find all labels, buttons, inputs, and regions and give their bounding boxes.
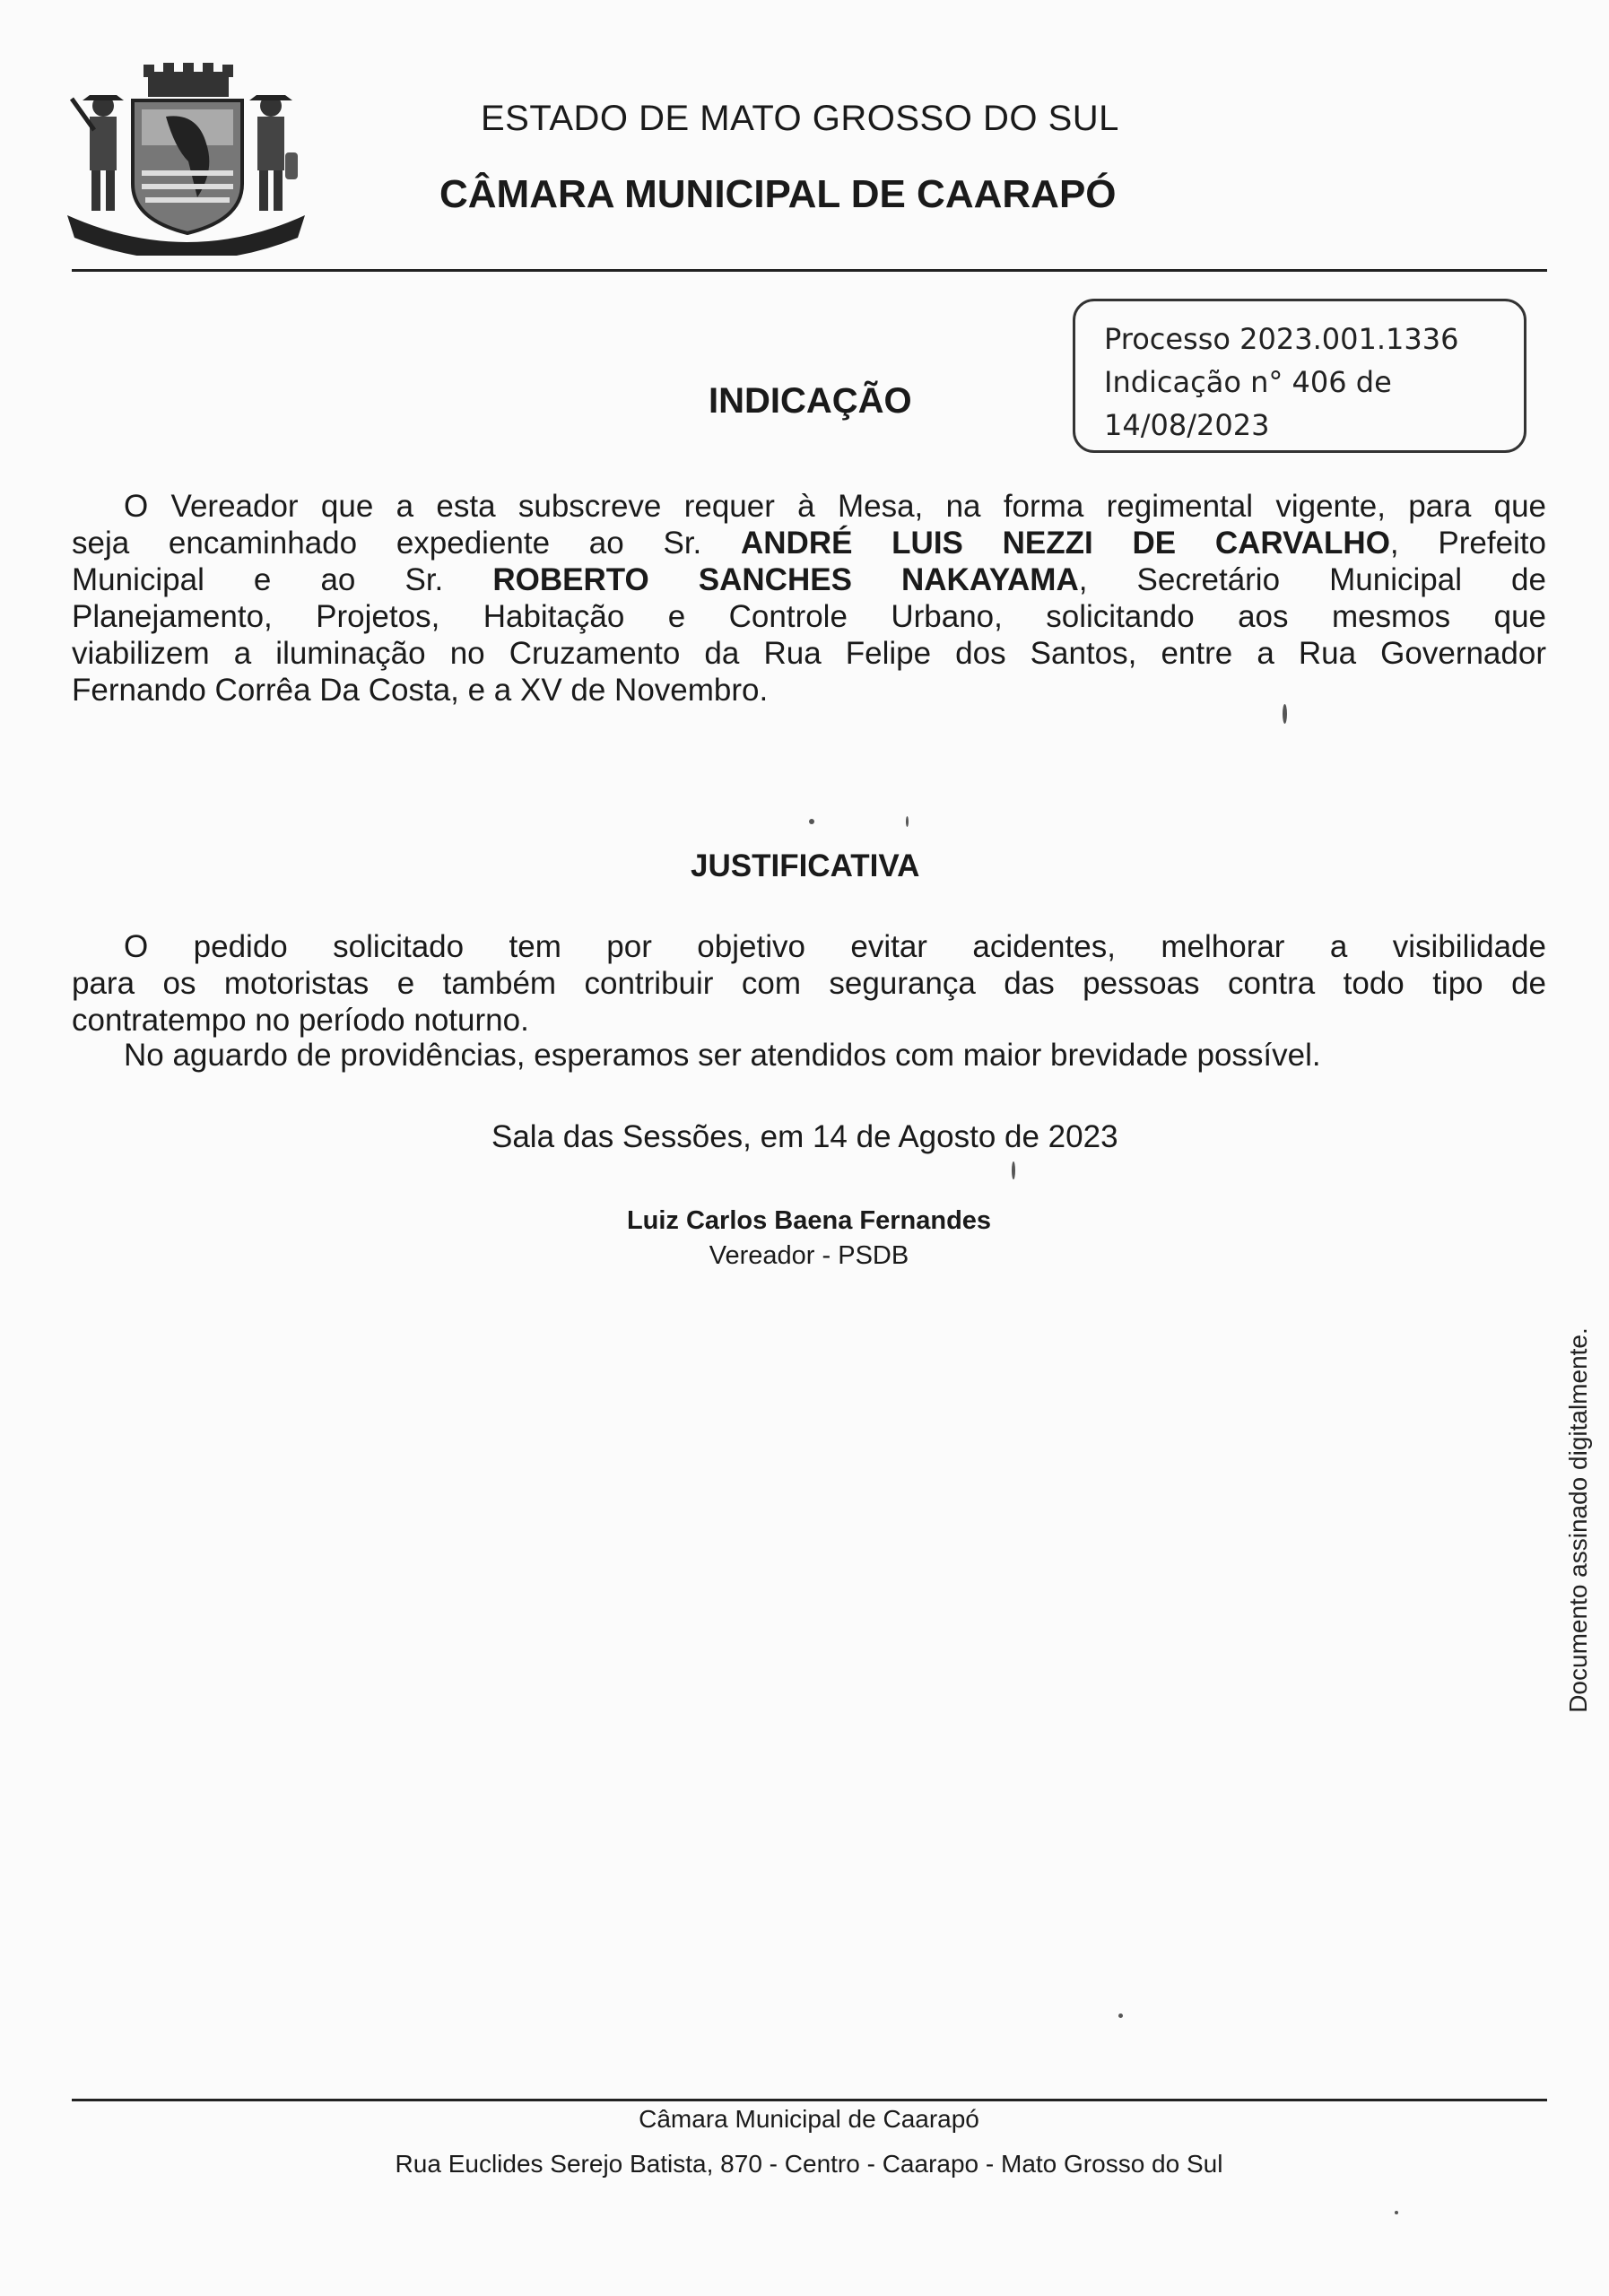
justificativa-title: JUSTIFICATIVA: [691, 848, 920, 883]
paragraph-line: Fernando Corrêa Da Costa, e a XV de Novembro.: [72, 673, 769, 708]
paragraph-line: Municipal e ao Sr. ROBERTO SANCHES NAKAYAMA, Secretário Municipal de: [72, 562, 1546, 597]
scan-speck: [1118, 2013, 1123, 2018]
state-name: ESTADO DE MATO GROSSO DO SUL: [481, 99, 1119, 138]
footer-address: Rua Euclides Serejo Batista, 870 - Centro - Caarapo - Mato Grosso do Sul: [395, 2150, 1223, 2178]
closing-sentence: No aguardo de providências, esperamos ser atendidos com maior brevidade possível.: [124, 1038, 1321, 1073]
paragraph-line: para os motoristas e também contribuir com segurança das pessoas contra todo tipo de: [72, 966, 1546, 1001]
stamp-indication-number: Indicação n° 406 de: [1104, 365, 1392, 399]
paragraph-line: contratempo no período noturno.: [72, 1003, 529, 1038]
secretary-name: ROBERTO SANCHES NAKAYAMA: [492, 562, 1079, 597]
scan-speck: [1395, 2211, 1398, 2214]
paragraph-line: O Vereador que a esta subscreve requer à Mesa, na forma regimental vigente, para que: [124, 489, 1546, 524]
scan-speck: [1012, 1161, 1015, 1179]
protocol-stamp: [1073, 299, 1526, 453]
justificativa-paragraph: [72, 928, 1546, 1039]
footer-institution: Câmara Municipal de Caarapó: [639, 2105, 979, 2133]
stamp-date: 14/08/2023: [1104, 408, 1270, 442]
signer-name: Luiz Carlos Baena Fernandes: [626, 1206, 992, 1235]
indicacao-paragraph: [72, 488, 1546, 709]
paragraph-line: O pedido solicitado tem por objetivo evitar acidentes, melhorar a visibilidade: [124, 929, 1546, 964]
chamber-name: CÂMARA MUNICIPAL DE CAARAPÓ: [439, 172, 1117, 216]
signer-role: Vereador - PSDB: [709, 1241, 909, 1270]
footer-divider: [72, 2099, 1547, 2101]
scan-speck: [906, 816, 909, 827]
scan-speck: [809, 819, 814, 824]
header-divider: [72, 269, 1547, 272]
municipal-crest-logo: [63, 63, 309, 256]
paragraph-line: seja encaminhado expediente ao Sr. ANDRÉ LUIS NEZZI DE CARVALHO, Prefeito: [72, 526, 1546, 561]
mayor-name: ANDRÉ LUIS NEZZI DE CARVALHO: [741, 526, 1390, 561]
digital-signature-note: [1554, 1318, 1603, 1722]
digital-signature-text: Documento assinado digitalmente.: [1564, 1327, 1592, 1713]
scan-speck: [1283, 704, 1287, 724]
paragraph-line: viabilizem a iluminação no Cruzamento da Rua Felipe dos Santos, entre a Rua Governador: [72, 636, 1546, 671]
session-date-line: Sala das Sessões, em 14 de Agosto de 2023: [491, 1119, 1118, 1154]
stamp-process: Processo 2023.001.1336: [1104, 322, 1459, 356]
paragraph-line: Planejamento, Projetos, Habitação e Controle Urbano, solicitando aos mesmos que: [72, 599, 1546, 634]
indicacao-title: INDICAÇÃO: [709, 381, 912, 421]
